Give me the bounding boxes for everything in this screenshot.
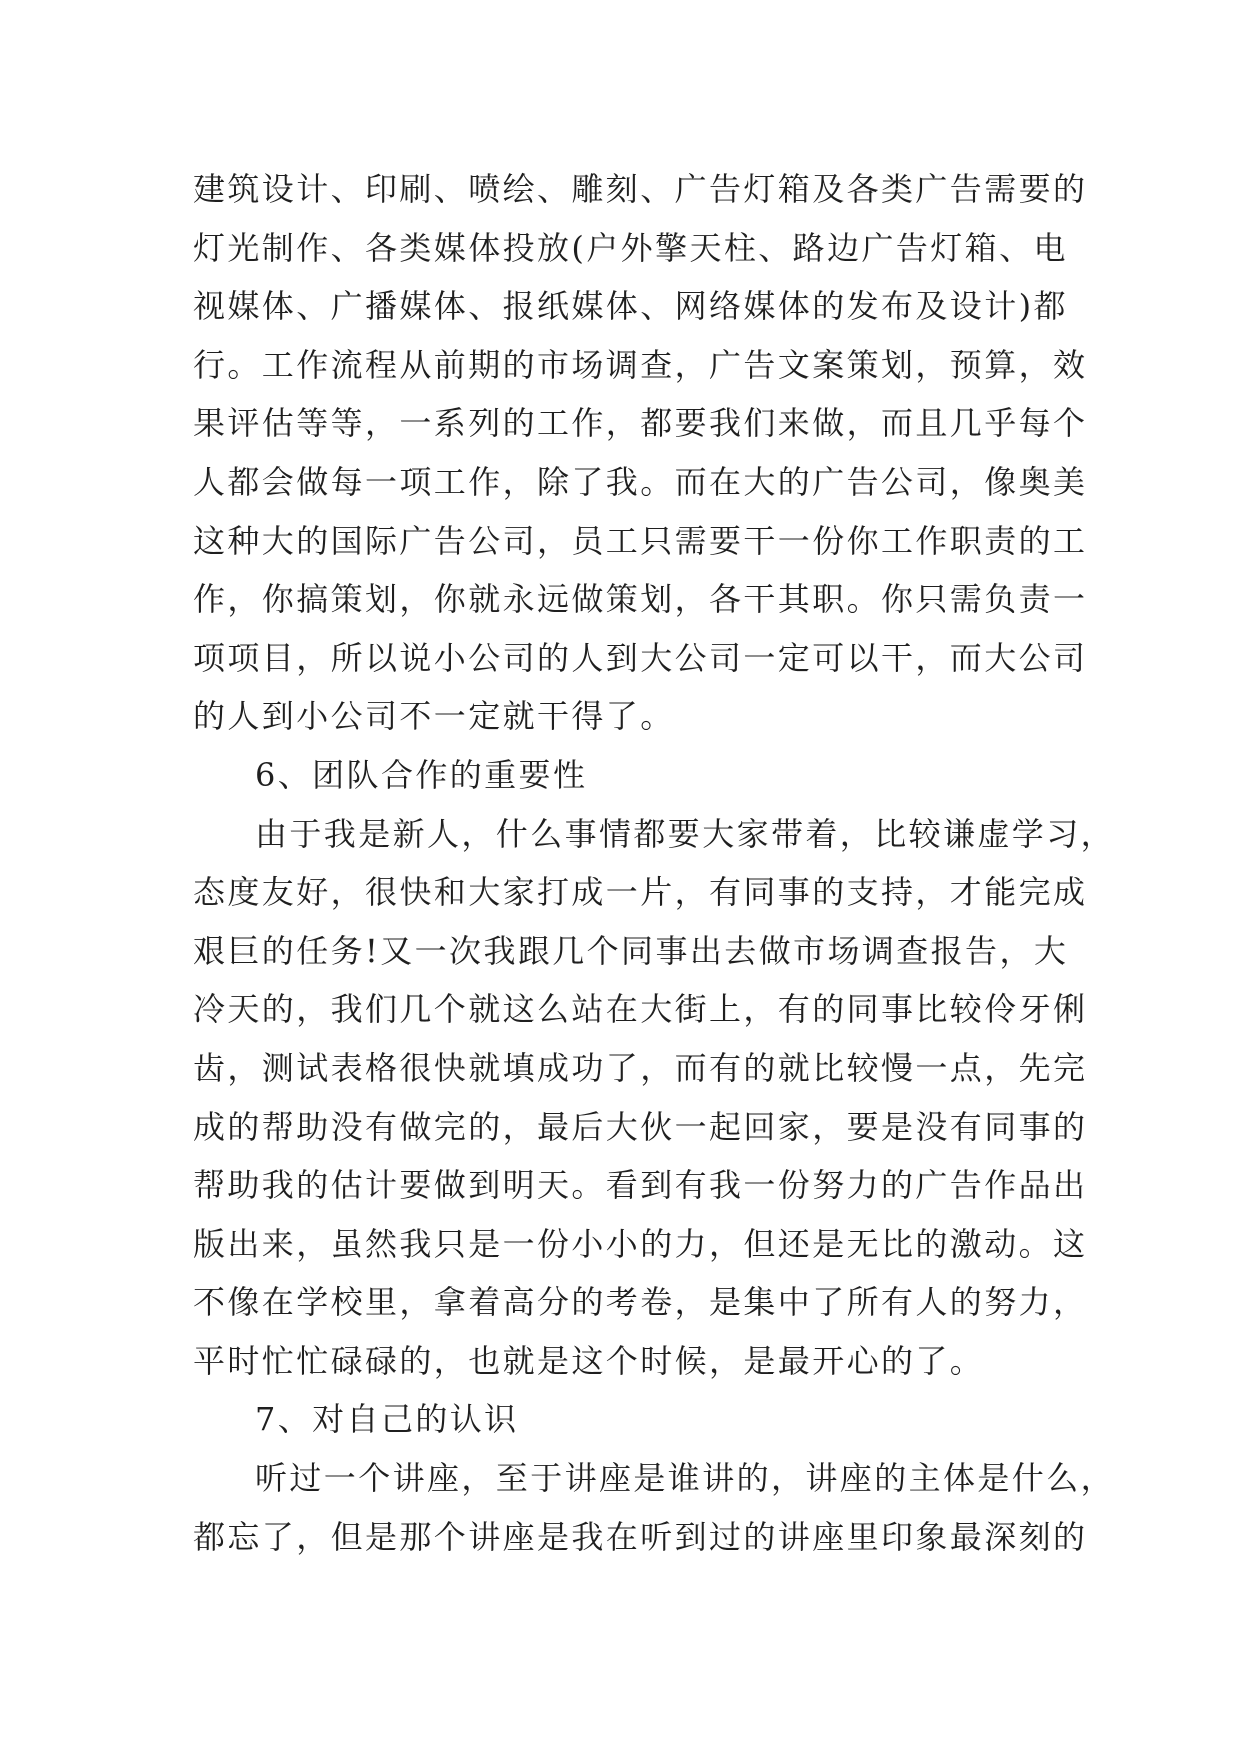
text-line: 灯光制作、各类媒体投放(户外擎天柱、路边广告灯箱、电 <box>193 228 1068 267</box>
text-line: 态度友好，很快和大家打成一片，有同事的支持，才能完成 <box>193 873 1088 912</box>
text-line: 帮助我的估计要做到明天。看到有我一份努力的广告作品出 <box>193 1166 1088 1205</box>
text-line: 艰巨的任务!又一次我跟几个同事出去做市场调查报告，大 <box>193 931 1069 970</box>
text-line: 项项目，所以说小公司的人到大公司一定可以干，而大公司 <box>193 638 1088 677</box>
text-line: 平时忙忙碌碌的，也就是这个时候，是最开心的了。 <box>193 1341 985 1380</box>
text-line: 的人到小公司不一定就干得了。 <box>193 697 675 736</box>
text-line: 作，你搞策划，你就永远做策划，各干其职。你只需负责一 <box>193 580 1088 619</box>
text-line: 这种大的国际广告公司，员工只需要干一份你工作职责的工 <box>193 521 1088 560</box>
text-line: 建筑设计、印刷、喷绘、雕刻、广告灯箱及各类广告需要的 <box>193 170 1088 208</box>
text-line: 人都会做每一项工作，除了我。而在大的广告公司，像奥美 <box>193 462 1088 501</box>
text-line: 果评估等等，一系列的工作，都要我们来做，而且几乎每个 <box>193 404 1088 443</box>
text-line: 视媒体、广播媒体、报纸媒体、网络媒体的发布及设计)都 <box>193 287 1068 326</box>
section-heading: 6、团队合作的重要性 <box>255 755 588 794</box>
text-line: 由于我是新人，什么事情都要大家带着，比较谦虚学习， <box>255 814 1116 853</box>
section-heading: 7、对自己的认识 <box>255 1400 519 1439</box>
text-line: 听过一个讲座，至于讲座是谁讲的，讲座的主体是什么， <box>255 1459 1116 1498</box>
text-line: 成的帮助没有做完的，最后大伙一起回家，要是没有同事的 <box>193 1107 1088 1146</box>
text-line: 行。工作流程从前期的市场调查，广告文案策划，预算，效 <box>193 345 1088 384</box>
text-line: 不像在学校里，拿着高分的考卷，是集中了所有人的努力， <box>193 1283 1088 1322</box>
body-text <box>193 160 1116 1566</box>
text-line: 都忘了，但是那个讲座是我在听到过的讲座里印象最深刻的 <box>193 1517 1088 1556</box>
text-line: 版出来，虽然我只是一份小小的力，但还是无比的激动。这 <box>193 1224 1088 1263</box>
text-line: 齿，测试表格很快就填成功了，而有的就比较慢一点，先完 <box>193 1048 1088 1087</box>
text-line: 冷天的，我们几个就这么站在大街上，有的同事比较伶牙俐 <box>193 990 1088 1029</box>
